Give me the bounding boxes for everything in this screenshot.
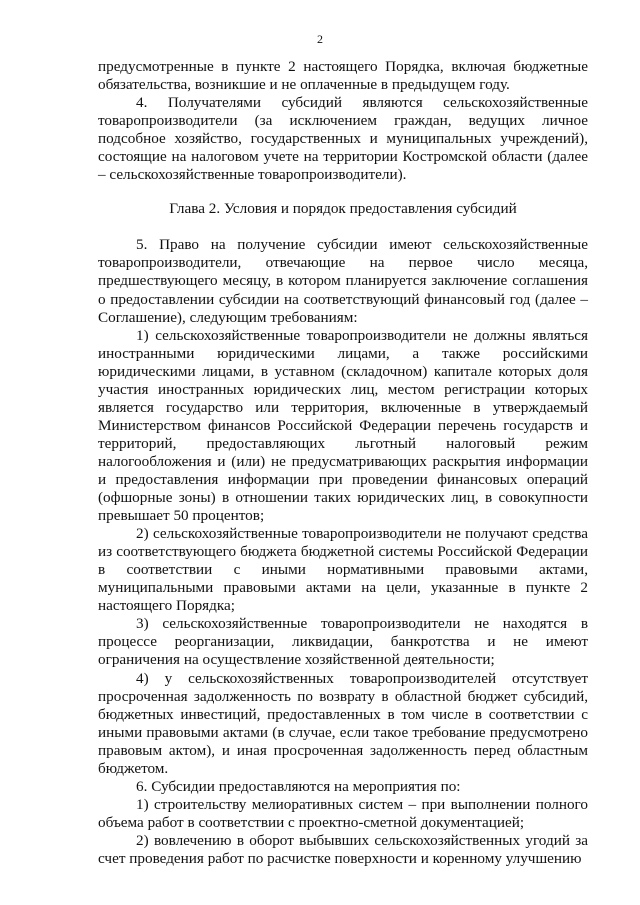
paragraph-continuation: предусмотренные в пункте 2 настоящего Порядка, включая бюджетные обязательства, возникшие и не оплаченные в предыдущем году. <box>98 58 588 94</box>
paragraph-measure-2: 2) вовлечению в оборот выбывших сельскохозяйственных угодий за счет проведения работ по расчистке поверхности и коренному улучшению <box>98 831 588 867</box>
paragraph-subitem-3: 3) сельскохозяйственные товаропроизводители не находятся в процессе реорганизации, ликвидации, банкротства и не имеют ограничения на осуществление хозяйственной деятельности; <box>98 615 588 669</box>
paragraph-item-6: 6. Субсидии предоставляются на мероприятия по: <box>136 777 461 795</box>
paragraph-measure-1: 1) строительству мелиоративных систем – при выполнении полного объема работ в соответствии с проектно-сметной документацией; <box>98 795 588 831</box>
paragraph-subitem-4: 4) у сельскохозяйственных товаропроизводителей отсутствует просроченная задолженность по возврату в областной бюджет субсидий, бюджетных инвестиций, предоставленных в том числе в соответствии с иными правовыми актами (в случае, если такое требование предусмотрено правовым актом), и иная просроченная задолженность перед областным бюджетом. <box>98 669 588 777</box>
chapter-heading: Глава 2. Условия и порядок предоставления субсидий <box>169 200 517 218</box>
document-body <box>98 58 588 868</box>
paragraph-item-4: 4. Получателями субсидий являются сельскохозяйственные товаропроизводители (за исключением граждан, ведущих личное подсобное хозяйство, государственных и муниципальных учреждений), состоящие на налоговом учете на территории Костромской области (далее – сельскохозяйственные товаропроизводители). <box>98 94 588 184</box>
page-number: 2 <box>317 32 323 46</box>
paragraph-subitem-1: 1) сельскохозяйственные товаропроизводители не должны являться иностранными юридическими лицами, а также российскими юридическими лицами, в уставном (складочном) капитале которых доля участия иностранных юридических лиц, местом регистрации которых является государство или территория, включенные в утверждаемый Министерством финансов Российской Федерации перечень государств и территорий, предоставляющих льготный налоговый режим налогообложения и (или) не предусматривающих раскрытия информации и предоставления информации при проведении финансовых операций (офшорные зоны) в отношении таких юридических лиц, в совокупности превышает 50 процентов; <box>98 326 588 525</box>
paragraph-item-5: 5. Право на получение субсидии имеют сельскохозяйственные товаропроизводители, отвечающие на первое число месяца, предшествующего месяцу, в котором планируется заключение соглашения о предоставлении субсидии на соответствующий финансовый год (далее – Соглашение), следующим требованиям: <box>98 236 588 326</box>
paragraph-subitem-2: 2) сельскохозяйственные товаропроизводители не получают средства из соответствующего бюджета бюджетной системы Российской Федерации в соответствии с иными нормативными правовыми актами, муниципальными правовыми актами на цели, указанные в пункте 2 настоящего Порядка; <box>98 525 588 615</box>
